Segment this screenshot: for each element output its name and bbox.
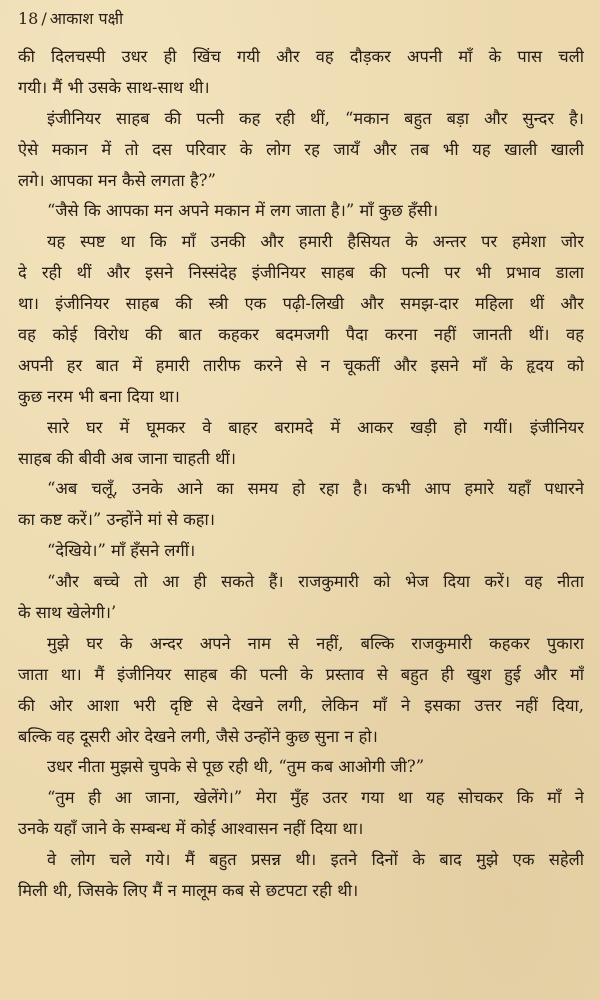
- text-line: मुझे घर के अन्दर अपने नाम से नहीं, बल्कि राजकुमारी कहकर पुकारा: [47, 633, 584, 653]
- text-line: अपनी हर बात में हमारी तारीफ करने से न चूकतीं और इसने माँ के हृदय को: [18, 355, 584, 375]
- text-line: वह कोई विरोध की बात कहकर बदमजगी पैदा करना नहीं जानती थीं। वह: [18, 325, 584, 345]
- text-line: का कष्ट करें।” उन्होंने मां से कहा।: [18, 510, 215, 530]
- header-separator: /: [41, 9, 47, 28]
- text-line: “जैसे कि आपका मन अपने मकान में लग जाता है।” माँ कुछ हँसी।: [47, 201, 439, 221]
- text-line: “और बच्चे तो आ ही सकते हैं। राजकुमारी को भेज दिया करें। वह नीता: [47, 572, 584, 592]
- text-line: मिली थी, जिसके लिए मैं न मालूम कब से छटपटा रही थी।: [18, 881, 359, 901]
- text-line: “देखिये।” माँ हँसने लगीं।: [47, 541, 196, 561]
- text-line: उनके यहाँ जाने के सम्बन्ध में कोई आश्वासन नहीं दिया था।: [18, 819, 364, 839]
- text-line: गयी। मैं भी उसके साथ-साथ थी।: [18, 77, 210, 97]
- text-line: के साथ खेलेगी।’: [18, 603, 117, 623]
- text-line: लगे। आपका मन कैसे लगता है?”: [18, 170, 216, 190]
- text-line: सारे घर में घूमकर वे बाहर बरामदे में आकर खड़ी हो गयीं। इंजीनियर: [47, 417, 584, 437]
- text-line: वे लोग चले गये। मैं बहुत प्रसन्न थी। इतने दिनों के बाद मुझे एक सहेली: [47, 850, 584, 870]
- book-title: आकाश पक्षी: [49, 9, 124, 28]
- text-line: “अब चलूँ, उनके आने का समय हो रहा है। कभी आप हमारे यहाँ पधारने: [47, 479, 584, 499]
- text-line: था। इंजीनियर साहब की स्त्री एक पढ़ी-लिखी और समझ-दार महिला थीं और: [18, 294, 584, 314]
- text-line: जाता था। मैं इंजीनियर साहब की पत्नी के प्रस्ताव से बहुत ही खुश हुई और माँ: [18, 664, 584, 684]
- running-header: [18, 2, 584, 42]
- text-line: बल्कि वह दूसरी ओर देखने लगी, जैसे उन्होंने कुछ सुना न हो।: [18, 726, 378, 746]
- text-line: साहब की बीवी अब जाना चाहती थीं।: [18, 448, 236, 468]
- text-line: की ओर आशा भरी दृष्टि से देखने लगी, लेकिन माँ ने इसका उत्तर नहीं दिया,: [18, 695, 584, 715]
- body-text: [18, 42, 584, 907]
- text-line: दे रही थीं और इसने निस्संदेह इंजीनियर साहब की पत्नी पर भी प्रभाव डाला: [18, 263, 584, 283]
- text-line: यह स्पष्ट था कि माँ उनकी और हमारी हैसियत के अन्तर पर हमेशा जोर: [47, 232, 584, 252]
- page-number: 18: [18, 9, 39, 28]
- text-line: कुछ नरम भी बना दिया था।: [18, 386, 180, 406]
- text-line: इंजीनियर साहब की पत्नी कह रही थीं, “मकान बहुत बड़ा और सुन्दर है।: [47, 108, 584, 128]
- text-line: ऐसे मकान में तो दस परिवार के लोग रह जायँ और तब भी यह खाली खाली: [18, 139, 584, 159]
- text-line: उधर नीता मुझसे चुपके से पूछ रही थी, “तुम कब आओगी जी?”: [47, 757, 425, 777]
- text-line: की दिलचस्पी उधर ही खिंच गयी और वह दौड़कर अपनी माँ के पास चली: [18, 47, 584, 66]
- text-line: “तुम ही आ जाना, खेलेंगे।” मेरा मुँह उतर गया था यह सोचकर कि माँ ने: [47, 788, 584, 808]
